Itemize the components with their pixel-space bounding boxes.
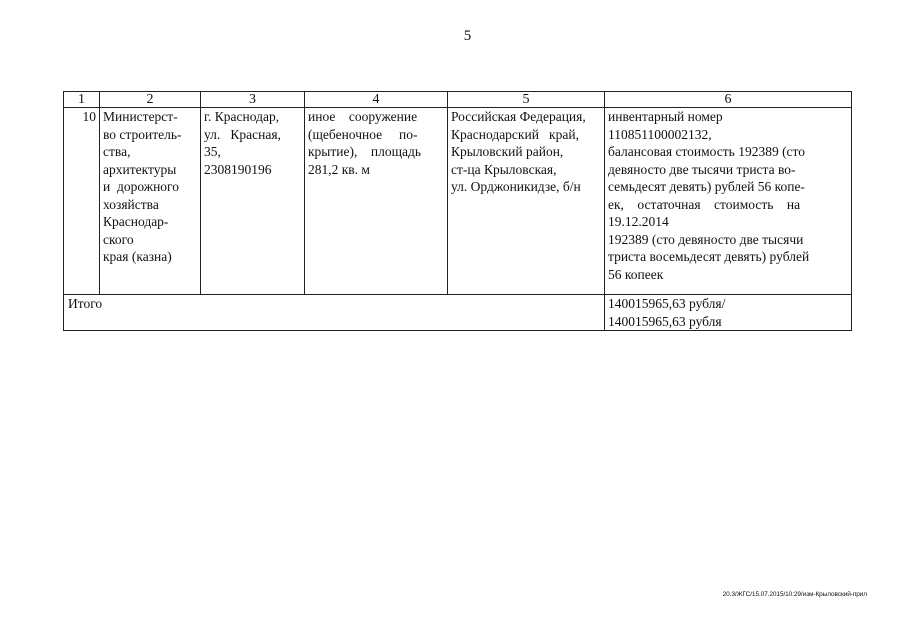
details-line: триста восемьдесят девять) рублей	[608, 249, 810, 264]
holder-line: во строитель-	[103, 126, 182, 142]
details-line: инвентарный номер	[608, 109, 723, 124]
header-col-3: 3	[201, 92, 305, 108]
details-line: 56 копеек	[608, 266, 664, 282]
details-line: девяносто две тысячи триста во-	[608, 161, 796, 177]
location-line: Российская Федерация,	[451, 109, 586, 124]
header-col-1: 1	[64, 92, 100, 108]
table-row	[64, 108, 852, 295]
holder-line: края (казна)	[103, 249, 172, 264]
address-line: ул. Красная,	[204, 126, 281, 142]
details-line: ек, остаточная стоимость на	[608, 196, 801, 212]
details-cell	[605, 108, 852, 295]
document-footer-code: 20.3/ЖГС/15.07.2015/10:29/изм-Крыловский-прил	[722, 591, 867, 598]
holder-line: хозяйства	[103, 196, 159, 212]
address-line: 35,	[204, 144, 221, 159]
object-cell	[305, 108, 448, 295]
page-number: 5	[463, 28, 472, 44]
header-col-5: 5	[448, 92, 605, 108]
holder-line: архитектуры	[103, 161, 177, 177]
header-row	[64, 92, 852, 108]
total-row	[64, 295, 852, 331]
total-line: 140015965,63 рубля	[608, 313, 722, 329]
object-line: 281,2 кв. м	[308, 161, 370, 177]
address-cell	[201, 108, 305, 295]
holder-line: и дорожного	[103, 179, 180, 194]
holder-line: ства,	[103, 144, 131, 159]
holder-line: ского	[103, 231, 134, 247]
total-value-cell	[605, 295, 852, 331]
details-line: 192389 (сто девяносто две тысячи	[608, 231, 804, 247]
location-line: ул. Орджоникидзе, б/н	[451, 179, 581, 194]
registry-table	[63, 91, 852, 331]
holder-cell	[100, 108, 201, 295]
location-line: Крыловский район,	[451, 144, 564, 159]
location-line: Краснодарский край,	[451, 126, 579, 142]
row-number: 10	[64, 108, 100, 295]
total-label: Итого	[64, 295, 605, 331]
location-cell	[448, 108, 605, 295]
address-line: г. Краснодар,	[204, 109, 280, 124]
holder-line: Краснодар-	[103, 214, 169, 229]
object-line: крытие), площадь	[308, 144, 421, 159]
details-line: 110851100002132,	[608, 126, 712, 142]
header-col-4: 4	[305, 92, 448, 108]
details-line: балансовая стоимость 192389 (сто	[608, 144, 806, 159]
details-line: 19.12.2014	[608, 214, 669, 229]
details-line: семьдесят девять) рублей 56 копе-	[608, 179, 805, 194]
location-line: ст-ца Крыловская,	[451, 161, 557, 177]
total-line: 140015965,63 рубля/	[608, 296, 726, 311]
object-line: иное сооружение	[308, 109, 418, 124]
object-line: (щебеночное по-	[308, 126, 418, 142]
header-col-2: 2	[100, 92, 201, 108]
address-line: 2308190196	[204, 161, 272, 177]
header-col-6: 6	[605, 92, 852, 108]
holder-line: Министерст-	[103, 109, 178, 124]
